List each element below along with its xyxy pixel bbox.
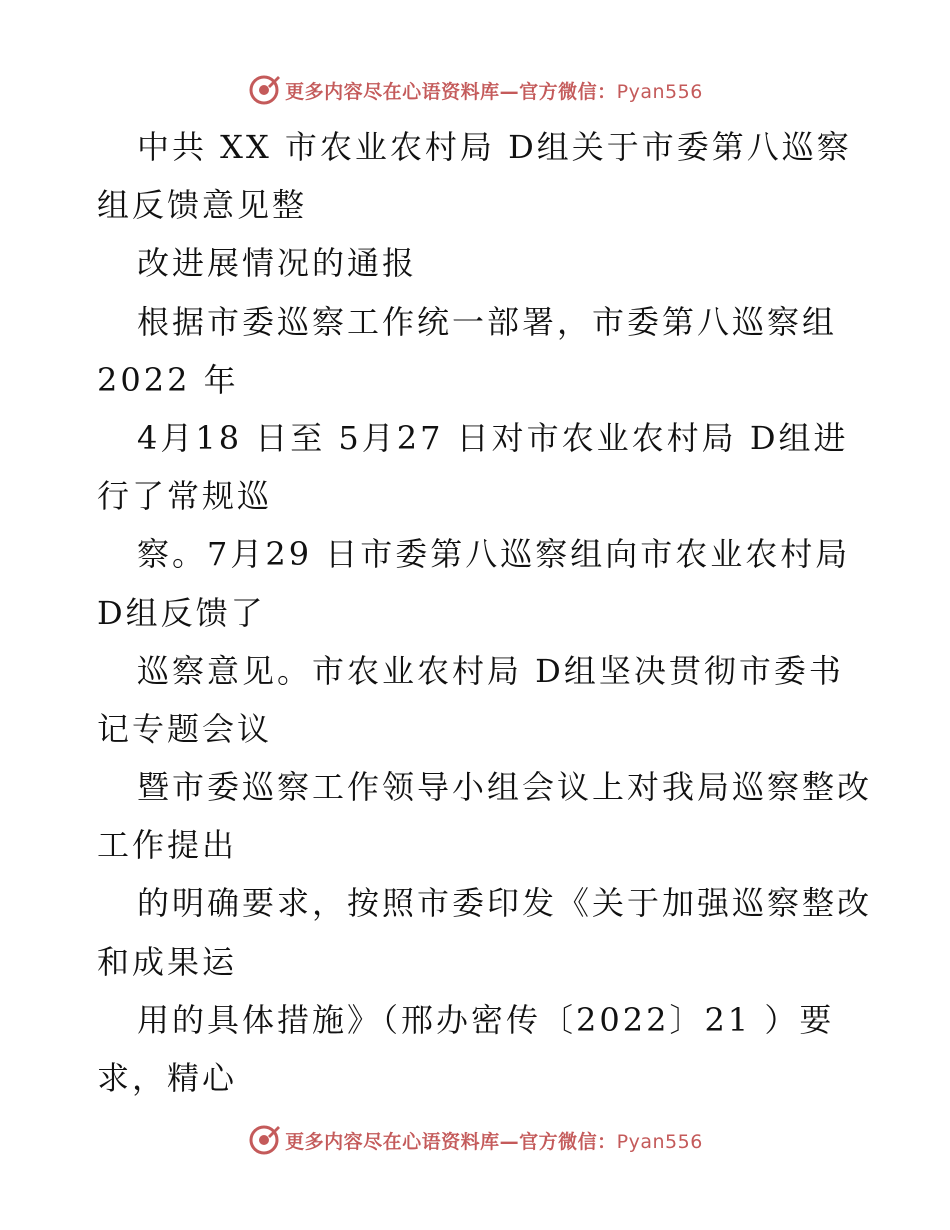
document-line: 组反馈意见整	[97, 186, 308, 225]
document-line: D组反馈了	[97, 593, 266, 632]
document-line: 中共 XX 市农业农村局 D组关于市委第八巡察	[137, 128, 852, 166]
pen-nib-circle-icon	[247, 1123, 281, 1157]
footer-watermark	[0, 1120, 950, 1160]
document-line: 的明确要求，按照市委印发《关于加强巡察整改	[137, 884, 873, 923]
document-line: 根据市委巡察工作统一部署，市委第八巡察组	[137, 302, 838, 341]
document-line: 求，精心	[97, 1059, 238, 1097]
document-line: 用的具体措施》（邢办密传〔2022〕21 ）要	[137, 1000, 835, 1039]
document-line: 察。7月29 日市委第八巡察组向市农业农村局	[137, 535, 851, 574]
document-line: 工作提出	[97, 826, 238, 865]
document-line: 改进展情况的通报	[137, 244, 418, 283]
document-line: 和成果运	[97, 942, 238, 981]
watermark-text: 更多内容尽在心语资料库—官方微信：Pyan556	[285, 1130, 703, 1153]
pen-nib-circle-icon	[247, 73, 281, 107]
document-line: 行了常规巡	[97, 477, 273, 516]
document-line: 2022 年	[97, 360, 239, 399]
document-line: 记专题会议	[97, 709, 273, 748]
header-watermark	[0, 70, 950, 110]
document-body	[97, 118, 897, 1107]
document-line: 巡察意见。市农业农村局 D组坚决贯彻市委书	[137, 651, 844, 690]
document-line: 暨市委巡察工作领导小组会议上对我局巡察整改	[137, 768, 873, 807]
watermark-text: 更多内容尽在心语资料库—官方微信：Pyan556	[285, 80, 703, 103]
document-line: 4月18 日至 5月27 日对市农业农村局 D组进	[137, 418, 849, 457]
